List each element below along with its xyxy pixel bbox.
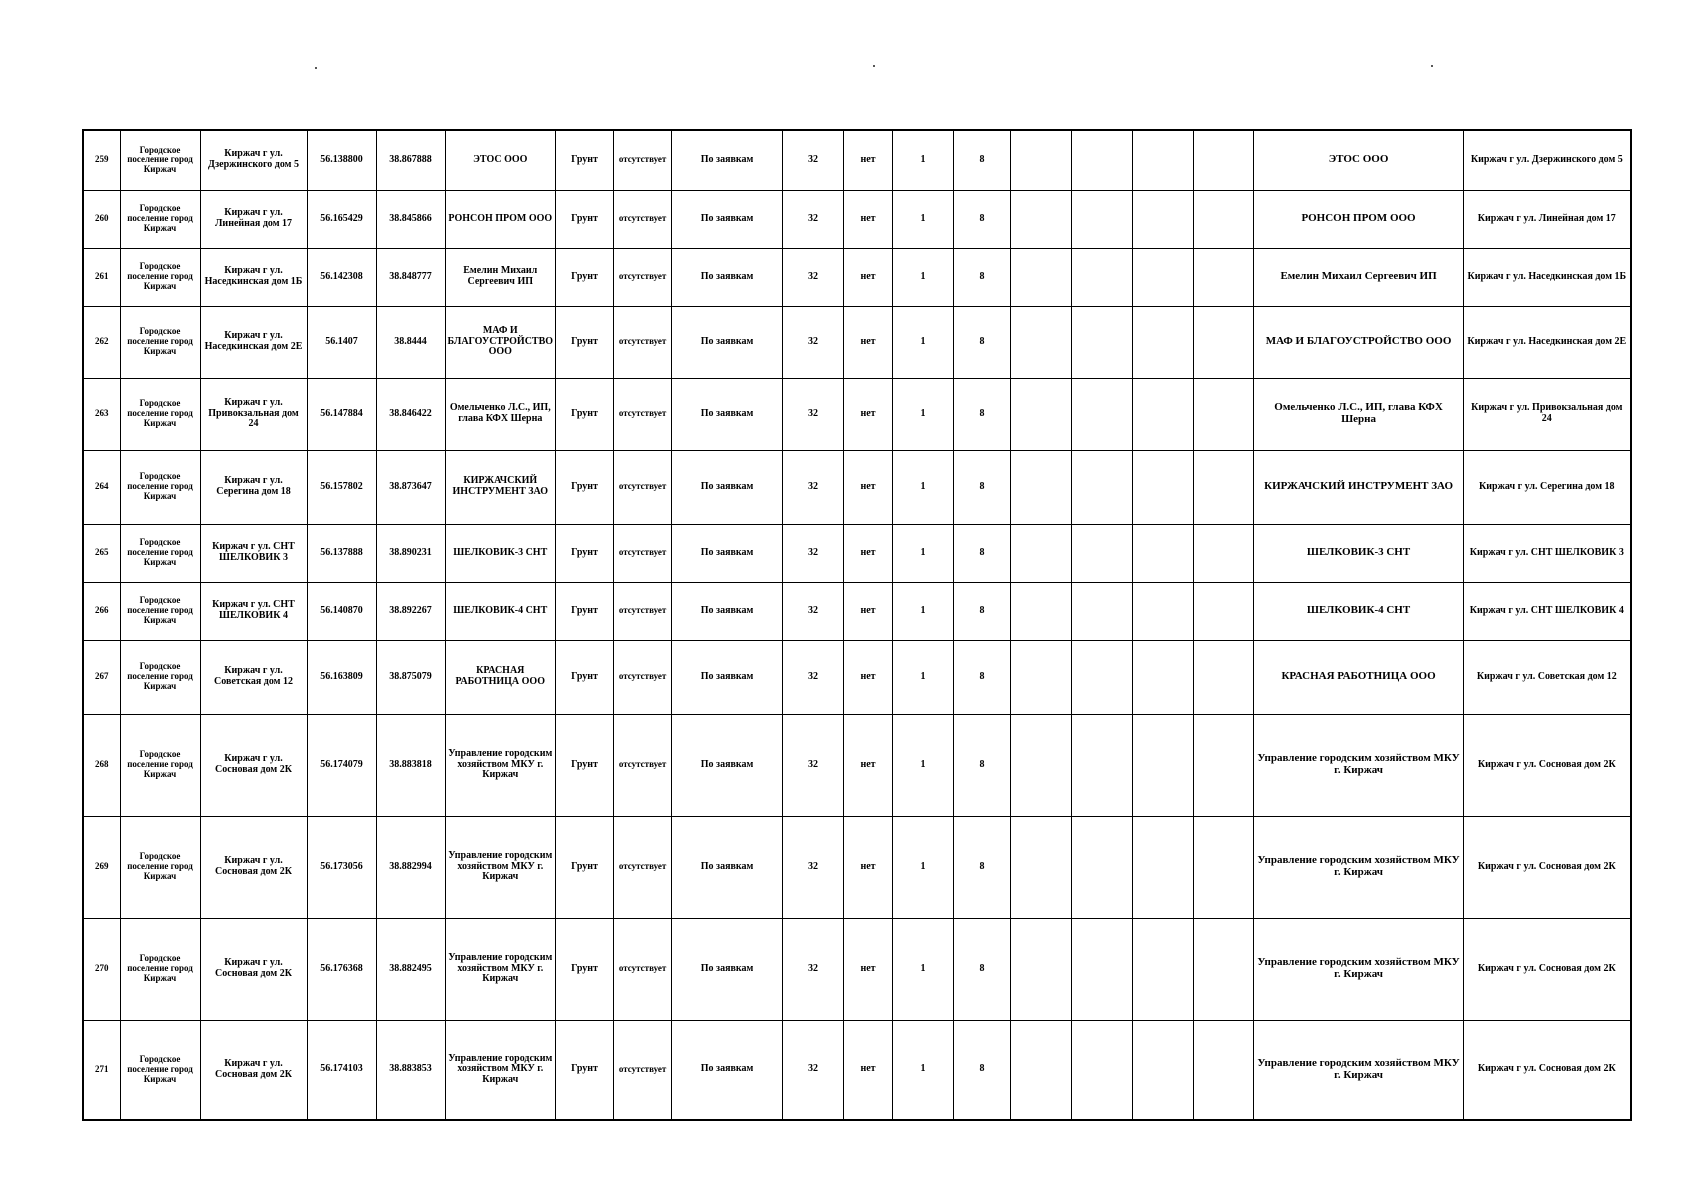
cell-owner-short: КИРЖАЧСКИЙ ИНСТРУМЕНТ ЗАО — [445, 450, 556, 524]
cell-empty4 — [1194, 130, 1254, 190]
cell-frequency: 8 — [954, 306, 1011, 378]
cell-settlement: Городское поселение город Киржач — [120, 524, 200, 582]
cell-num: 267 — [83, 640, 120, 714]
cell-owner-short: РОНСОН ПРОМ ООО — [445, 190, 556, 248]
cell-address: Киржач г ул. Наседкинская дом 1Б — [200, 248, 307, 306]
cell-lat: 56.165429 — [307, 190, 376, 248]
cell-empty4 — [1194, 1020, 1254, 1120]
cell-empty2 — [1072, 130, 1133, 190]
cell-address: Киржач г ул. Сосновая дом 2К — [200, 714, 307, 816]
cell-containers: 1 — [893, 306, 954, 378]
cell-covered: нет — [844, 190, 893, 248]
cell-owner-address: Киржач г ул. Сосновая дом 2К — [1464, 1020, 1631, 1120]
cell-lon: 38.882495 — [376, 918, 445, 1020]
cell-covered: нет — [844, 378, 893, 450]
cell-address: Киржач г ул. Советская дом 12 — [200, 640, 307, 714]
cell-empty2 — [1072, 582, 1133, 640]
cell-lon: 38.846422 — [376, 378, 445, 450]
cell-empty2 — [1072, 190, 1133, 248]
cell-owner-full: КИРЖАЧСКИЙ ИНСТРУМЕНТ ЗАО — [1254, 450, 1464, 524]
cell-containers: 1 — [893, 450, 954, 524]
cell-fence: отсутствует — [614, 378, 672, 450]
cell-owner-short: ЭТОС ООО — [445, 130, 556, 190]
cell-empty1 — [1011, 306, 1072, 378]
cell-owner-address: Киржач г ул. Линейная дом 17 — [1464, 190, 1631, 248]
cell-frequency: 8 — [954, 1020, 1011, 1120]
cell-num: 266 — [83, 582, 120, 640]
cell-num: 268 — [83, 714, 120, 816]
cell-owner-short: ШЕЛКОВИК-4 СНТ — [445, 582, 556, 640]
cell-settlement: Городское поселение город Киржач — [120, 714, 200, 816]
cell-collection: По заявкам — [672, 190, 783, 248]
cell-empty3 — [1133, 1020, 1194, 1120]
scan-speck — [1431, 65, 1433, 67]
cell-settlement: Городское поселение город Киржач — [120, 450, 200, 524]
cell-empty2 — [1072, 918, 1133, 1020]
cell-settlement: Городское поселение город Киржач — [120, 190, 200, 248]
cell-frequency: 8 — [954, 190, 1011, 248]
cell-owner-address: Киржач г ул. Сосновая дом 2К — [1464, 714, 1631, 816]
table-row — [83, 306, 1631, 378]
cell-empty1 — [1011, 640, 1072, 714]
registry-body — [83, 130, 1631, 1120]
cell-lat: 56.142308 — [307, 248, 376, 306]
cell-lon: 38.883853 — [376, 1020, 445, 1120]
cell-empty1 — [1011, 918, 1072, 1020]
cell-fence: отсутствует — [614, 640, 672, 714]
cell-settlement: Городское поселение город Киржач — [120, 1020, 200, 1120]
cell-lon: 38.892267 — [376, 582, 445, 640]
cell-address: Киржач г ул. Сосновая дом 2К — [200, 1020, 307, 1120]
cell-volume: 32 — [783, 130, 844, 190]
cell-containers: 1 — [893, 524, 954, 582]
cell-volume: 32 — [783, 450, 844, 524]
cell-num: 261 — [83, 248, 120, 306]
cell-empty1 — [1011, 714, 1072, 816]
cell-surface: Грунт — [556, 918, 614, 1020]
cell-address: Киржач г ул. Наседкинская дом 2Е — [200, 306, 307, 378]
cell-covered: нет — [844, 640, 893, 714]
cell-fence: отсутствует — [614, 306, 672, 378]
cell-collection: По заявкам — [672, 378, 783, 450]
cell-owner-address: Киржач г ул. СНТ ШЕЛКОВИК 4 — [1464, 582, 1631, 640]
cell-fence: отсутствует — [614, 524, 672, 582]
cell-owner-full: ШЕЛКОВИК-3 СНТ — [1254, 524, 1464, 582]
cell-covered: нет — [844, 450, 893, 524]
cell-owner-address: Киржач г ул. Советская дом 12 — [1464, 640, 1631, 714]
cell-collection: По заявкам — [672, 248, 783, 306]
cell-collection: По заявкам — [672, 640, 783, 714]
cell-surface: Грунт — [556, 190, 614, 248]
cell-lon: 38.848777 — [376, 248, 445, 306]
cell-fence: отсутствует — [614, 450, 672, 524]
cell-surface: Грунт — [556, 582, 614, 640]
cell-collection: По заявкам — [672, 816, 783, 918]
cell-owner-full: ЭТОС ООО — [1254, 130, 1464, 190]
cell-empty3 — [1133, 918, 1194, 1020]
cell-owner-short: Управление городским хозяйством МКУ г. Киржач — [445, 816, 556, 918]
table-row — [83, 582, 1631, 640]
cell-empty3 — [1133, 306, 1194, 378]
cell-volume: 32 — [783, 1020, 844, 1120]
cell-lat: 56.138800 — [307, 130, 376, 190]
cell-empty4 — [1194, 714, 1254, 816]
cell-empty4 — [1194, 306, 1254, 378]
cell-lat: 56.176368 — [307, 918, 376, 1020]
cell-num: 262 — [83, 306, 120, 378]
cell-empty2 — [1072, 714, 1133, 816]
cell-surface: Грунт — [556, 306, 614, 378]
cell-frequency: 8 — [954, 918, 1011, 1020]
cell-covered: нет — [844, 918, 893, 1020]
cell-lat: 56.163809 — [307, 640, 376, 714]
cell-frequency: 8 — [954, 582, 1011, 640]
cell-empty3 — [1133, 190, 1194, 248]
cell-num: 270 — [83, 918, 120, 1020]
cell-settlement: Городское поселение город Киржач — [120, 582, 200, 640]
cell-frequency: 8 — [954, 816, 1011, 918]
cell-surface: Грунт — [556, 640, 614, 714]
cell-owner-address: Киржач г ул. Наседкинская дом 2Е — [1464, 306, 1631, 378]
cell-lat: 56.174103 — [307, 1020, 376, 1120]
cell-owner-short: Омельченко Л.С., ИП, глава КФХ Шерна — [445, 378, 556, 450]
cell-covered: нет — [844, 306, 893, 378]
cell-num: 269 — [83, 816, 120, 918]
registry-table — [82, 129, 1632, 1121]
cell-lon: 38.873647 — [376, 450, 445, 524]
cell-num: 263 — [83, 378, 120, 450]
table-row — [83, 816, 1631, 918]
cell-lat: 56.140870 — [307, 582, 376, 640]
cell-fence: отсутствует — [614, 1020, 672, 1120]
cell-empty4 — [1194, 450, 1254, 524]
cell-surface: Грунт — [556, 816, 614, 918]
cell-frequency: 8 — [954, 524, 1011, 582]
cell-collection: По заявкам — [672, 1020, 783, 1120]
cell-empty2 — [1072, 640, 1133, 714]
cell-empty3 — [1133, 248, 1194, 306]
cell-empty3 — [1133, 714, 1194, 816]
cell-address: Киржач г ул. Сосновая дом 2К — [200, 816, 307, 918]
cell-owner-short: Емелин Михаил Сергеевич ИП — [445, 248, 556, 306]
cell-fence: отсутствует — [614, 816, 672, 918]
cell-empty3 — [1133, 816, 1194, 918]
cell-empty2 — [1072, 306, 1133, 378]
cell-address: Киржач г ул. Серегина дом 18 — [200, 450, 307, 524]
cell-fence: отсутствует — [614, 918, 672, 1020]
cell-owner-address: Киржач г ул. Дзержинского дом 5 — [1464, 130, 1631, 190]
cell-empty4 — [1194, 918, 1254, 1020]
cell-volume: 32 — [783, 582, 844, 640]
cell-lon: 38.890231 — [376, 524, 445, 582]
cell-covered: нет — [844, 524, 893, 582]
cell-empty3 — [1133, 450, 1194, 524]
cell-collection: По заявкам — [672, 306, 783, 378]
cell-empty3 — [1133, 640, 1194, 714]
cell-owner-full: Омельченко Л.С., ИП, глава КФХ Шерна — [1254, 378, 1464, 450]
cell-address: Киржач г ул. СНТ ШЕЛКОВИК 4 — [200, 582, 307, 640]
cell-covered: нет — [844, 248, 893, 306]
cell-volume: 32 — [783, 248, 844, 306]
cell-num: 259 — [83, 130, 120, 190]
cell-empty4 — [1194, 816, 1254, 918]
cell-volume: 32 — [783, 816, 844, 918]
cell-empty4 — [1194, 190, 1254, 248]
table-row — [83, 714, 1631, 816]
cell-covered: нет — [844, 816, 893, 918]
scan-speck — [315, 67, 317, 69]
cell-empty4 — [1194, 582, 1254, 640]
cell-owner-address: Киржач г ул. Сосновая дом 2К — [1464, 816, 1631, 918]
cell-lon: 38.8444 — [376, 306, 445, 378]
cell-empty2 — [1072, 378, 1133, 450]
cell-containers: 1 — [893, 190, 954, 248]
cell-empty3 — [1133, 582, 1194, 640]
cell-lat: 56.157802 — [307, 450, 376, 524]
cell-owner-address: Киржач г ул. Серегина дом 18 — [1464, 450, 1631, 524]
cell-empty2 — [1072, 524, 1133, 582]
cell-settlement: Городское поселение город Киржач — [120, 918, 200, 1020]
table-row — [83, 190, 1631, 248]
cell-lon: 38.883818 — [376, 714, 445, 816]
cell-empty2 — [1072, 248, 1133, 306]
cell-containers: 1 — [893, 918, 954, 1020]
cell-volume: 32 — [783, 524, 844, 582]
cell-owner-short: Управление городским хозяйством МКУ г. Киржач — [445, 1020, 556, 1120]
cell-surface: Грунт — [556, 524, 614, 582]
cell-volume: 32 — [783, 190, 844, 248]
cell-surface: Грунт — [556, 130, 614, 190]
cell-lon: 38.867888 — [376, 130, 445, 190]
cell-address: Киржач г ул. Дзержинского дом 5 — [200, 130, 307, 190]
cell-empty1 — [1011, 190, 1072, 248]
cell-empty1 — [1011, 582, 1072, 640]
cell-volume: 32 — [783, 714, 844, 816]
cell-owner-full: Управление городским хозяйством МКУ г. Киржач — [1254, 1020, 1464, 1120]
cell-surface: Грунт — [556, 714, 614, 816]
cell-address: Киржач г ул. Привокзальная дом 24 — [200, 378, 307, 450]
cell-collection: По заявкам — [672, 714, 783, 816]
cell-frequency: 8 — [954, 378, 1011, 450]
cell-owner-address: Киржач г ул. Наседкинская дом 1Б — [1464, 248, 1631, 306]
cell-owner-full: КРАСНАЯ РАБОТНИЦА ООО — [1254, 640, 1464, 714]
cell-empty1 — [1011, 130, 1072, 190]
cell-owner-short: ШЕЛКОВИК-3 СНТ — [445, 524, 556, 582]
cell-owner-address: Киржач г ул. Сосновая дом 2К — [1464, 918, 1631, 1020]
cell-containers: 1 — [893, 1020, 954, 1120]
cell-settlement: Городское поселение город Киржач — [120, 306, 200, 378]
cell-frequency: 8 — [954, 248, 1011, 306]
cell-collection: По заявкам — [672, 450, 783, 524]
cell-lon: 38.875079 — [376, 640, 445, 714]
cell-containers: 1 — [893, 640, 954, 714]
scan-speck — [873, 65, 875, 67]
cell-covered: нет — [844, 582, 893, 640]
cell-surface: Грунт — [556, 378, 614, 450]
cell-lat: 56.147884 — [307, 378, 376, 450]
cell-owner-address: Киржач г ул. Привокзальная дом 24 — [1464, 378, 1631, 450]
cell-owner-full: ШЕЛКОВИК-4 СНТ — [1254, 582, 1464, 640]
cell-containers: 1 — [893, 816, 954, 918]
cell-collection: По заявкам — [672, 524, 783, 582]
table-row — [83, 378, 1631, 450]
table-row — [83, 1020, 1631, 1120]
cell-address: Киржач г ул. Линейная дом 17 — [200, 190, 307, 248]
table-row — [83, 130, 1631, 190]
cell-fence: отсутствует — [614, 582, 672, 640]
cell-owner-short: Управление городским хозяйством МКУ г. Киржач — [445, 918, 556, 1020]
cell-num: 264 — [83, 450, 120, 524]
cell-num: 271 — [83, 1020, 120, 1120]
cell-num: 265 — [83, 524, 120, 582]
cell-lat: 56.137888 — [307, 524, 376, 582]
cell-empty1 — [1011, 248, 1072, 306]
cell-settlement: Городское поселение город Киржач — [120, 130, 200, 190]
cell-frequency: 8 — [954, 450, 1011, 524]
cell-lon: 38.882994 — [376, 816, 445, 918]
cell-lat: 56.173056 — [307, 816, 376, 918]
cell-containers: 1 — [893, 130, 954, 190]
cell-owner-short: МАФ И БЛАГОУСТРОЙСТВО ООО — [445, 306, 556, 378]
cell-frequency: 8 — [954, 130, 1011, 190]
cell-empty2 — [1072, 816, 1133, 918]
cell-containers: 1 — [893, 582, 954, 640]
cell-fence: отсутствует — [614, 130, 672, 190]
cell-covered: нет — [844, 1020, 893, 1120]
cell-frequency: 8 — [954, 714, 1011, 816]
cell-owner-short: КРАСНАЯ РАБОТНИЦА ООО — [445, 640, 556, 714]
cell-empty1 — [1011, 450, 1072, 524]
cell-volume: 32 — [783, 918, 844, 1020]
table-row — [83, 918, 1631, 1020]
cell-empty4 — [1194, 378, 1254, 450]
cell-fence: отсутствует — [614, 190, 672, 248]
cell-owner-full: Управление городским хозяйством МКУ г. Киржач — [1254, 816, 1464, 918]
cell-owner-full: МАФ И БЛАГОУСТРОЙСТВО ООО — [1254, 306, 1464, 378]
cell-covered: нет — [844, 130, 893, 190]
cell-address: Киржач г ул. Сосновая дом 2К — [200, 918, 307, 1020]
cell-settlement: Городское поселение город Киржач — [120, 640, 200, 714]
cell-empty1 — [1011, 524, 1072, 582]
cell-owner-full: РОНСОН ПРОМ ООО — [1254, 190, 1464, 248]
cell-empty4 — [1194, 640, 1254, 714]
cell-collection: По заявкам — [672, 918, 783, 1020]
cell-containers: 1 — [893, 248, 954, 306]
cell-surface: Грунт — [556, 1020, 614, 1120]
cell-empty1 — [1011, 1020, 1072, 1120]
cell-num: 260 — [83, 190, 120, 248]
cell-lat: 56.174079 — [307, 714, 376, 816]
cell-collection: По заявкам — [672, 130, 783, 190]
cell-empty4 — [1194, 248, 1254, 306]
table-row — [83, 640, 1631, 714]
cell-volume: 32 — [783, 378, 844, 450]
cell-settlement: Городское поселение город Киржач — [120, 248, 200, 306]
cell-empty2 — [1072, 1020, 1133, 1120]
cell-empty4 — [1194, 524, 1254, 582]
cell-owner-full: Управление городским хозяйством МКУ г. Киржач — [1254, 714, 1464, 816]
cell-collection: По заявкам — [672, 582, 783, 640]
cell-empty1 — [1011, 378, 1072, 450]
table-row — [83, 248, 1631, 306]
cell-empty3 — [1133, 130, 1194, 190]
cell-lat: 56.1407 — [307, 306, 376, 378]
cell-owner-short: Управление городским хозяйством МКУ г. Киржач — [445, 714, 556, 816]
cell-containers: 1 — [893, 714, 954, 816]
cell-address: Киржач г ул. СНТ ШЕЛКОВИК 3 — [200, 524, 307, 582]
cell-owner-full: Емелин Михаил Сергеевич ИП — [1254, 248, 1464, 306]
cell-owner-full: Управление городским хозяйством МКУ г. Киржач — [1254, 918, 1464, 1020]
cell-empty3 — [1133, 524, 1194, 582]
cell-fence: отсутствует — [614, 248, 672, 306]
cell-covered: нет — [844, 714, 893, 816]
cell-fence: отсутствует — [614, 714, 672, 816]
cell-owner-address: Киржач г ул. СНТ ШЕЛКОВИК 3 — [1464, 524, 1631, 582]
cell-volume: 32 — [783, 306, 844, 378]
cell-settlement: Городское поселение город Киржач — [120, 378, 200, 450]
cell-empty1 — [1011, 816, 1072, 918]
cell-volume: 32 — [783, 640, 844, 714]
cell-settlement: Городское поселение город Киржач — [120, 816, 200, 918]
cell-empty2 — [1072, 450, 1133, 524]
cell-empty3 — [1133, 378, 1194, 450]
cell-lon: 38.845866 — [376, 190, 445, 248]
table-row — [83, 524, 1631, 582]
cell-surface: Грунт — [556, 450, 614, 524]
cell-containers: 1 — [893, 378, 954, 450]
cell-frequency: 8 — [954, 640, 1011, 714]
table-row — [83, 450, 1631, 524]
cell-surface: Грунт — [556, 248, 614, 306]
